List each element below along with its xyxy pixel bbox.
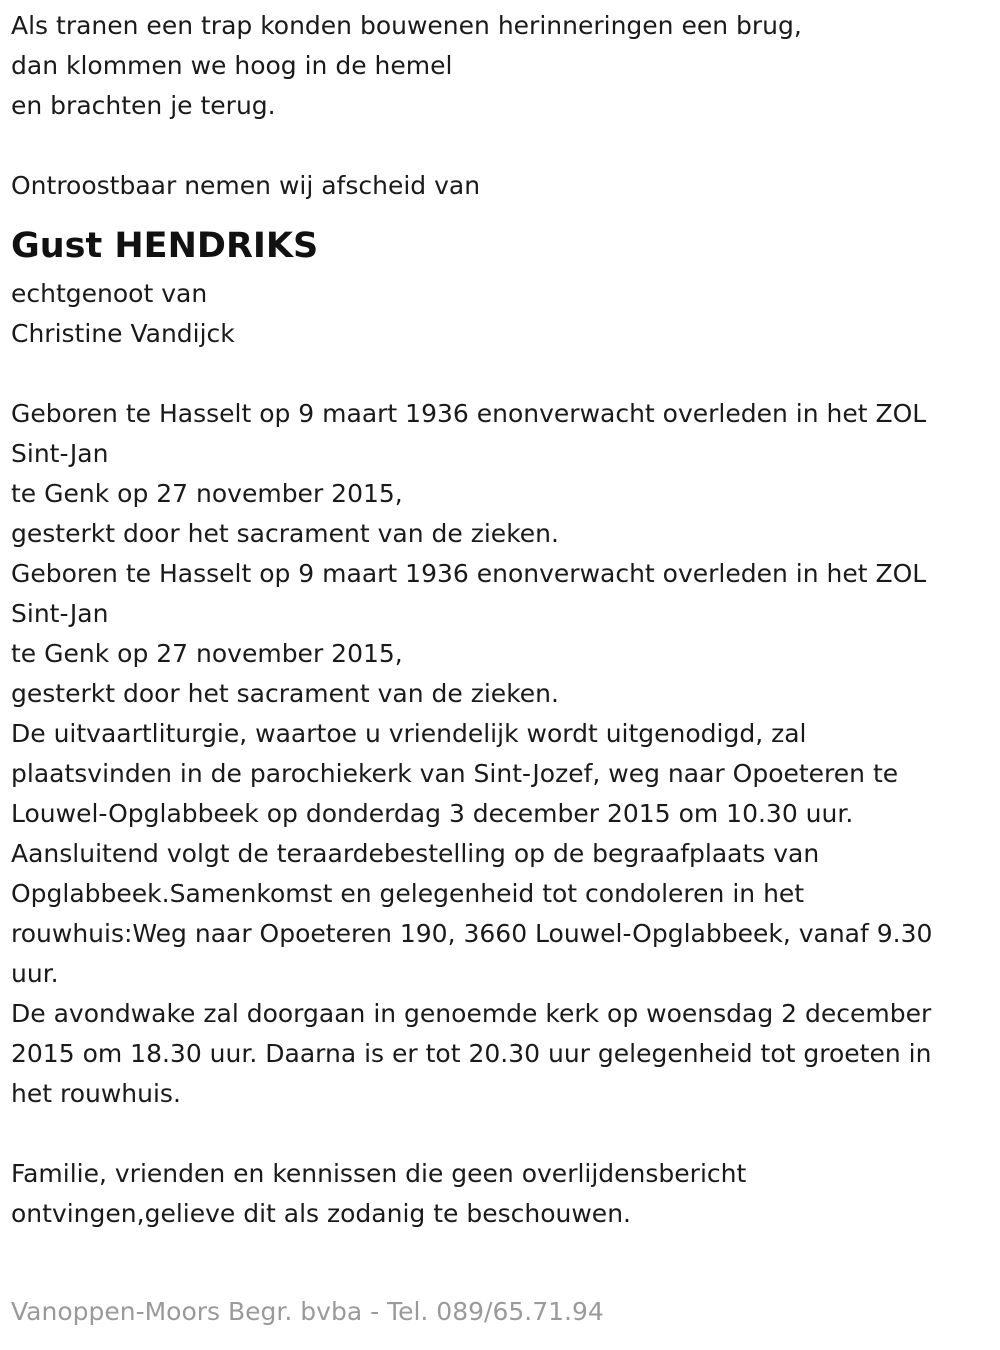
deceased-name: Gust HENDRIKS (11, 226, 319, 266)
closing-line: ontvingen,gelieve dit als zodanig te beschouwen. (11, 1199, 631, 1228)
body-line: rouwhuis:Weg naar Opoeteren 190, 3660 Louwel-Opglabbeek, vanaf 9.30 (11, 919, 933, 948)
closing-note (11, 1154, 993, 1234)
body-line: Louwel-Opglabbeek op donderdag 3 december 2015 om 10.30 uur. (11, 799, 854, 828)
poem (11, 6, 993, 126)
spacer (11, 126, 993, 166)
spacer (11, 1114, 993, 1154)
relation-label: echtgenoot van (11, 279, 208, 308)
body-line: Opglabbeek.Samenkomst en gelegenheid tot condoleren in het (11, 879, 805, 908)
spouse-name: Christine Vandijck (11, 319, 235, 348)
closing-line: Familie, vrienden en kennissen die geen overlijdensbericht (11, 1159, 747, 1188)
intro-text: Ontroostbaar nemen wij afscheid van (11, 171, 481, 200)
body-line: Sint-Jan (11, 439, 109, 468)
funeral-home-footer: Vanoppen-Moors Begr. bvba - Tel. 089/65.71.94 (11, 1297, 604, 1326)
body-line: Sint-Jan (11, 599, 109, 628)
body-line: De avondwake zal doorgaan in genoemde kerk op woensdag 2 december (11, 999, 932, 1028)
body-line: gesterkt door het sacrament van de zieken. (11, 519, 559, 548)
body-line: 2015 om 18.30 uur. Daarna is er tot 20.30 uur gelegenheid tot groeten in (11, 1039, 932, 1068)
body-line: Geboren te Hasselt op 9 maart 1936 enonverwacht overleden in het ZOL (11, 399, 927, 428)
body-line: uur. (11, 959, 59, 988)
spacer (11, 354, 993, 394)
poem-line: dan klommen we hoog in de hemel (11, 51, 453, 80)
obituary-body (11, 394, 993, 1114)
poem-line: en brachten je terug. (11, 91, 276, 120)
poem-line: Als tranen een trap konden bouwenen herinneringen een brug, (11, 11, 802, 40)
body-line: De uitvaartliturgie, waartoe u vriendelijk wordt uitgenodigd, zal (11, 719, 807, 748)
body-line: plaatsvinden in de parochiekerk van Sint-Jozef, weg naar Opoeteren te (11, 759, 899, 788)
obituary-document (11, 6, 993, 1234)
body-line: Geboren te Hasselt op 9 maart 1936 enonverwacht overleden in het ZOL (11, 559, 927, 588)
body-line: Aansluitend volgt de teraardebestelling op de begraafplaats van (11, 839, 820, 868)
body-line: gesterkt door het sacrament van de zieken. (11, 679, 559, 708)
body-line: het rouwhuis. (11, 1079, 181, 1108)
body-line: te Genk op 27 november 2015, (11, 639, 403, 668)
body-line: te Genk op 27 november 2015, (11, 479, 403, 508)
